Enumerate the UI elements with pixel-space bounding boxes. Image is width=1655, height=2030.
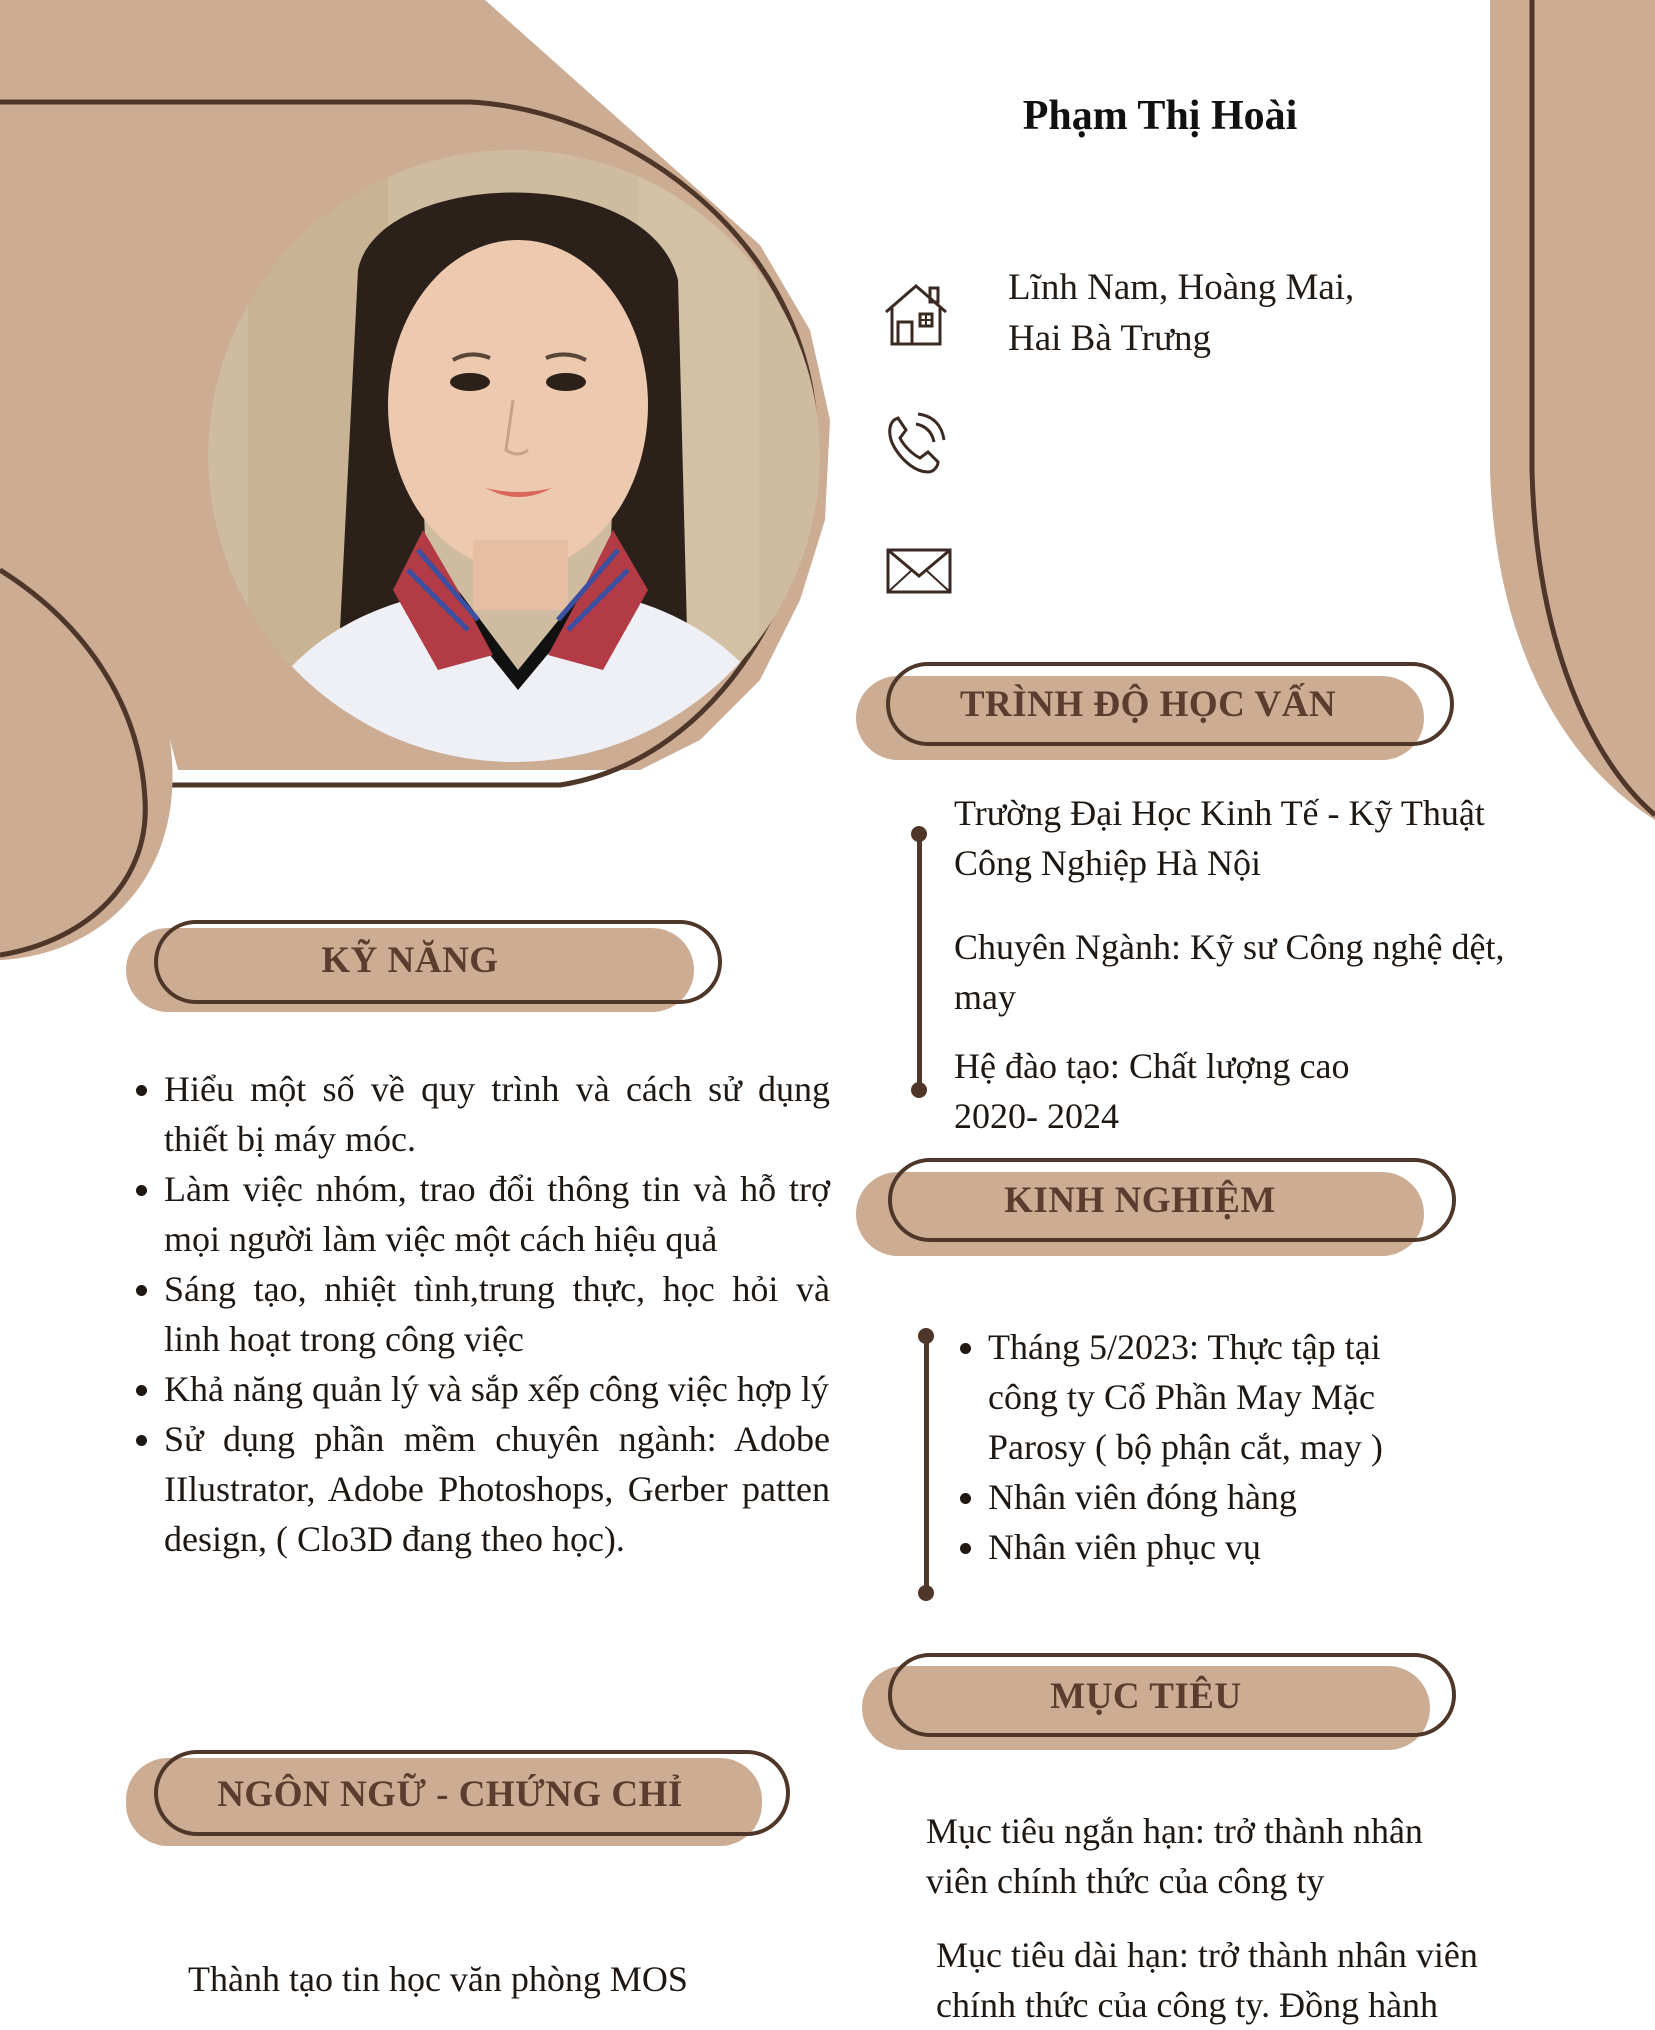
profile-photo [208, 150, 820, 762]
address-text [1008, 262, 1354, 364]
skill-item: • Làm việc nhóm, trao đổi thông tin và hỗ trợ mọi người làm việc một cách hiệu quả [164, 1164, 830, 1264]
objective-short-line-2: viên chính thức của công ty [926, 1861, 1325, 1901]
skills-list [124, 1064, 830, 1564]
mail-icon [884, 534, 956, 606]
phone-icon [880, 408, 952, 480]
languages-heading: NGÔN NGỮ - CHỨNG CHỈ [217, 1774, 683, 1815]
languages-item-1: Thành tạo tin học văn phòng MOS [188, 1959, 688, 1999]
experience-timeline-dot-bottom [918, 1585, 934, 1601]
education-major-line-2: may [954, 977, 1016, 1017]
skills-list-container [124, 1064, 830, 1564]
experience-timeline [924, 1338, 929, 1592]
experience-list-container [948, 1322, 1448, 1572]
objective-long-line-2: chính thức của công ty. Đồng hành [936, 1985, 1439, 2025]
experience-item: • Nhân viên phục vụ [988, 1522, 1448, 1572]
objective-heading: MỤC TIÊU [1050, 1676, 1242, 1717]
experience-item: • Tháng 5/2023: Thực tập tại công ty Cổ Phần May Mặc Parosy ( bộ phận cắt, may ) [988, 1322, 1448, 1472]
skill-item: • Hiểu một số về quy trình và cách sử dụng thiết bị máy móc. [164, 1064, 830, 1164]
education-school [954, 788, 1574, 888]
portrait-illustration [208, 150, 820, 762]
education-school-line-1: Trường Đại Học Kinh Tế - Kỹ Thuật [954, 793, 1485, 833]
objective-short-term [926, 1806, 1566, 1906]
education-program-line-2: 2020- 2024 [954, 1096, 1119, 1136]
education-program [954, 1041, 1574, 1141]
address-line-1: Lĩnh Nam, Hoàng Mai, [1008, 267, 1355, 308]
education-timeline [917, 835, 922, 1090]
experience-timeline-dot-top [918, 1328, 934, 1344]
experience-list [948, 1322, 1448, 1572]
education-program-line-1: Hệ đào tạo: Chất lượng cao [954, 1046, 1350, 1086]
education-major-line-1: Chuyên Ngành: Kỹ sư Công nghệ dệt, [954, 927, 1505, 967]
candidate-name: Phạm Thị Hoài [1022, 93, 1298, 139]
education-major [954, 922, 1574, 1022]
objective-long-term [936, 1930, 1596, 2030]
address-line-2: Hai Bà Trưng [1008, 318, 1212, 359]
experience-item: • Nhân viên đóng hàng [988, 1472, 1448, 1522]
home-icon [880, 278, 952, 350]
skill-item: • Sáng tạo, nhiệt tình,trung thực, học hỏi và linh hoạt trong công việc [164, 1264, 830, 1364]
education-school-line-2: Công Nghiệp Hà Nội [954, 843, 1261, 883]
education-timeline-dot-bottom [911, 1082, 927, 1098]
skill-item: • Khả năng quản lý và sắp xếp công việc hợp lý [164, 1364, 830, 1414]
skills-heading: KỸ NĂNG [321, 940, 499, 981]
education-heading: TRÌNH ĐỘ HỌC VẤN [959, 684, 1337, 725]
skill-item: • Sử dụng phần mềm chuyên ngành: Adobe IIlustrator, Adobe Photoshops, Gerber patten design, ( Clo3D đang theo học). [164, 1414, 830, 1564]
education-timeline-dot-top [911, 826, 927, 842]
objective-short-line-1: Mục tiêu ngắn hạn: trở thành nhân [926, 1811, 1423, 1851]
experience-heading: KINH NGHIỆM [1004, 1180, 1276, 1221]
objective-long-line-1: Mục tiêu dài hạn: trở thành nhân viên [936, 1935, 1478, 1975]
